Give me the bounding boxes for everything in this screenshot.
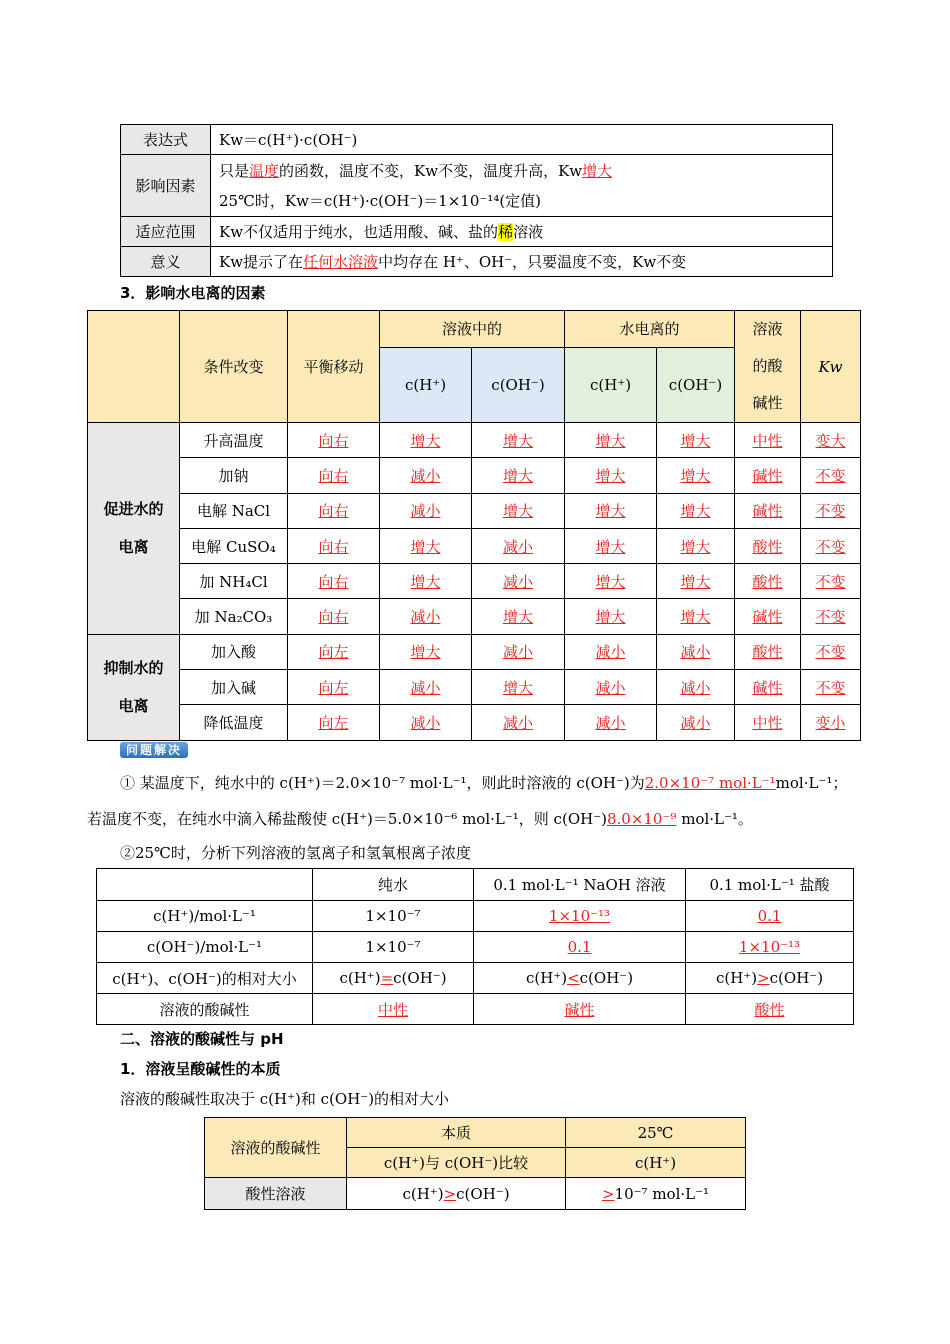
factor-cell: 增大 [380,528,472,563]
conc-cell: 碱性 [474,994,686,1025]
question-2: ②25℃时，分析下列溶液的氢离子和氢氧根离子浓度 [120,844,471,862]
condition-label: 加 Na₂CO₃ [180,599,288,634]
factor-cell: 向右 [288,528,380,563]
factor-cell: 增大 [657,528,735,563]
factor-cell: 增大 [472,599,565,634]
nature-table [204,1117,746,1210]
factor-cell: 变大 [801,423,861,458]
h-condition: 条件改变 [180,311,288,423]
factor-cell: 酸性 [735,528,801,563]
factor-cell: 增大 [565,493,657,528]
factor-cell: 减小 [380,458,472,493]
kw-expression: Kw＝c(H⁺)·c(OH⁻) [211,125,833,155]
kw-scope: Kw不仅适用于纯水，也适用酸、碱、盐的稀溶液 [211,217,833,247]
factor-cell: 碱性 [735,458,801,493]
factor-cell: 减小 [380,493,472,528]
conc-cell: 1×10⁻¹³ [686,932,854,963]
factor-cell: 不变 [801,493,861,528]
condition-label: 升高温度 [180,423,288,458]
factor-cell: 增大 [657,599,735,634]
condition-label: 加钠 [180,458,288,493]
factor-cell: 减小 [657,705,735,740]
n-h-acidity: 溶液的酸碱性 [205,1118,347,1178]
factor-cell: 增大 [565,528,657,563]
factor-table [87,310,861,741]
h-water-ch: c(H⁺) [565,347,657,422]
h-water: 水电离的 [565,311,735,348]
factor-row [88,423,861,458]
kw-meaning: Kw提示了在任何水溶液中均存在 H⁺、OH⁻，只要温度不变，Kw不变 [211,247,833,277]
conc-cell: c(H⁺)>c(OH⁻) [686,963,854,994]
conc-row-label: c(OH⁻)/mol·L⁻¹ [97,932,313,963]
factor-cell: 向右 [288,564,380,599]
factor-cell: 减小 [472,705,565,740]
factor-cell: 不变 [801,528,861,563]
h-shift: 平衡移动 [288,311,380,423]
condition-label: 加入碱 [180,670,288,705]
factor-row [88,493,861,528]
factor-cell: 不变 [801,599,861,634]
section3-title: 3．影响水电离的因素 [120,284,266,302]
problem-badge: 问题解决 [120,740,188,758]
factor-cell: 不变 [801,670,861,705]
factor-cell: 向左 [288,634,380,669]
factor-cell: 减小 [380,705,472,740]
group-inhibit: 抑制水的 电离 [88,634,180,740]
factor-cell: 向右 [288,599,380,634]
n-row-compare: c(H⁺)>c(OH⁻) [347,1178,566,1210]
factor-cell: 不变 [801,634,861,669]
conc-cell: c(H⁺)<c(OH⁻) [474,963,686,994]
factor-cell: 增大 [472,423,565,458]
factor-cell: 增大 [657,423,735,458]
factor-cell: 增大 [472,458,565,493]
factor-cell: 向右 [288,493,380,528]
factor-cell: 减小 [380,670,472,705]
question-1-line-2: 若温度不变，在纯水中滴入稀盐酸使 c(H⁺)＝5.0×10⁻⁶ mol·L⁻¹，则 c(OH⁻)8.0×10⁻⁹ mol·L⁻¹。 [87,810,753,828]
factor-cell: 向左 [288,670,380,705]
factor-cell: 向右 [288,423,380,458]
factor-cell: 碱性 [735,493,801,528]
h-kw: Kw [801,311,861,423]
kw-label-meaning: 意义 [121,247,211,277]
factor-cell: 增大 [657,564,735,599]
conc-header [97,869,313,901]
factor-cell: 酸性 [735,564,801,599]
factor-cell: 减小 [472,564,565,599]
n-h-nature: 本质 [347,1118,566,1148]
factor-cell: 碱性 [735,670,801,705]
factor-cell: 减小 [380,599,472,634]
sub1-text: 溶液的酸碱性取决于 c(H⁺)和 c(OH⁻)的相对大小 [120,1090,450,1108]
conc-cell: 中性 [313,994,474,1025]
conc-header: 纯水 [313,869,474,901]
conc-cell: 0.1 [474,932,686,963]
h-water-coh: c(OH⁻) [657,347,735,422]
condition-label: 电解 CuSO₄ [180,528,288,563]
factor-cell: 不变 [801,458,861,493]
conc-cell: 1×10⁻¹³ [474,901,686,932]
conc-row-label: c(H⁺)/mol·L⁻¹ [97,901,313,932]
factor-cell: 增大 [565,423,657,458]
conc-row-label: c(H⁺)、c(OH⁻)的相对大小 [97,963,313,994]
factor-cell: 中性 [735,705,801,740]
factor-cell: 碱性 [735,599,801,634]
n-row-ch: >10⁻⁷ mol·L⁻¹ [566,1178,746,1210]
conc-cell: 0.1 [686,901,854,932]
conc-header: 0.1 mol·L⁻¹ NaOH 溶液 [474,869,686,901]
concentration-table [96,868,854,1025]
n-row-label: 酸性溶液 [205,1178,347,1210]
factor-row [88,564,861,599]
factor-cell: 减小 [472,528,565,563]
conc-header: 0.1 mol·L⁻¹ 盐酸 [686,869,854,901]
factor-cell: 不变 [801,564,861,599]
factor-cell: 向左 [288,705,380,740]
factor-row [88,599,861,634]
conc-cell: 1×10⁻⁷ [313,901,474,932]
factor-row [88,705,861,740]
conc-cell: c(H⁺)=c(OH⁻) [313,963,474,994]
h-solution: 溶液中的 [380,311,565,348]
n-h-ch: c(H⁺) [566,1148,746,1178]
condition-label: 加 NH₄Cl [180,564,288,599]
condition-label: 加入酸 [180,634,288,669]
factor-cell: 增大 [380,423,472,458]
factor-row [88,670,861,705]
kw-label-expression: 表达式 [121,125,211,155]
factor-cell: 向右 [288,458,380,493]
factor-cell: 增大 [657,458,735,493]
factor-cell: 变小 [801,705,861,740]
factor-cell: 增大 [472,670,565,705]
h-sol-ch: c(H⁺) [380,347,472,422]
factor-row [88,528,861,563]
n-h-25: 25℃ [566,1118,746,1148]
h-acidity: 溶液 的酸 碱性 [735,311,801,423]
factor-row [88,634,861,669]
conc-cell: 酸性 [686,994,854,1025]
sub1-title: 1．溶液呈酸碱性的本质 [120,1060,281,1078]
factor-cell: 减小 [657,670,735,705]
conc-cell: 1×10⁻⁷ [313,932,474,963]
factor-cell: 增大 [565,564,657,599]
question-1-line-1: ① 某温度下，纯水中的 c(H⁺)＝2.0×10⁻⁷ mol·L⁻¹，则此时溶液的 c(OH⁻)为2.0×10⁻⁷ mol·L⁻¹mol·L⁻¹； [120,774,848,792]
n-h-compare: c(H⁺)与 c(OH⁻)比较 [347,1148,566,1178]
h-sol-coh: c(OH⁻) [472,347,565,422]
factor-cell: 增大 [565,599,657,634]
kw-label-factor: 影响因素 [121,155,211,217]
factor-cell: 减小 [565,705,657,740]
factor-cell: 酸性 [735,634,801,669]
factor-row [88,458,861,493]
condition-label: 降低温度 [180,705,288,740]
kw-factor-content: 只是温度的函数，温度不变，Kw不变，温度升高，Kw增大 25℃时，Kw＝c(H⁺)·c(OH⁻)＝1×10⁻¹⁴(定值) [211,155,833,217]
group-promote: 促进水的 电离 [88,423,180,635]
factor-cell: 减小 [565,670,657,705]
section2-title: 二、溶液的酸碱性与 pH [120,1030,284,1048]
factor-cell: 减小 [472,634,565,669]
factor-cell: 增大 [657,493,735,528]
factor-cell: 增大 [380,634,472,669]
kw-label-scope: 适应范围 [121,217,211,247]
factor-cell: 中性 [735,423,801,458]
factor-cell: 减小 [565,634,657,669]
factor-cell: 减小 [657,634,735,669]
factor-cell: 增大 [472,493,565,528]
kw-table [120,124,833,277]
factor-cell: 增大 [565,458,657,493]
factor-cell: 增大 [380,564,472,599]
conc-row-label: 溶液的酸碱性 [97,994,313,1025]
condition-label: 电解 NaCl [180,493,288,528]
